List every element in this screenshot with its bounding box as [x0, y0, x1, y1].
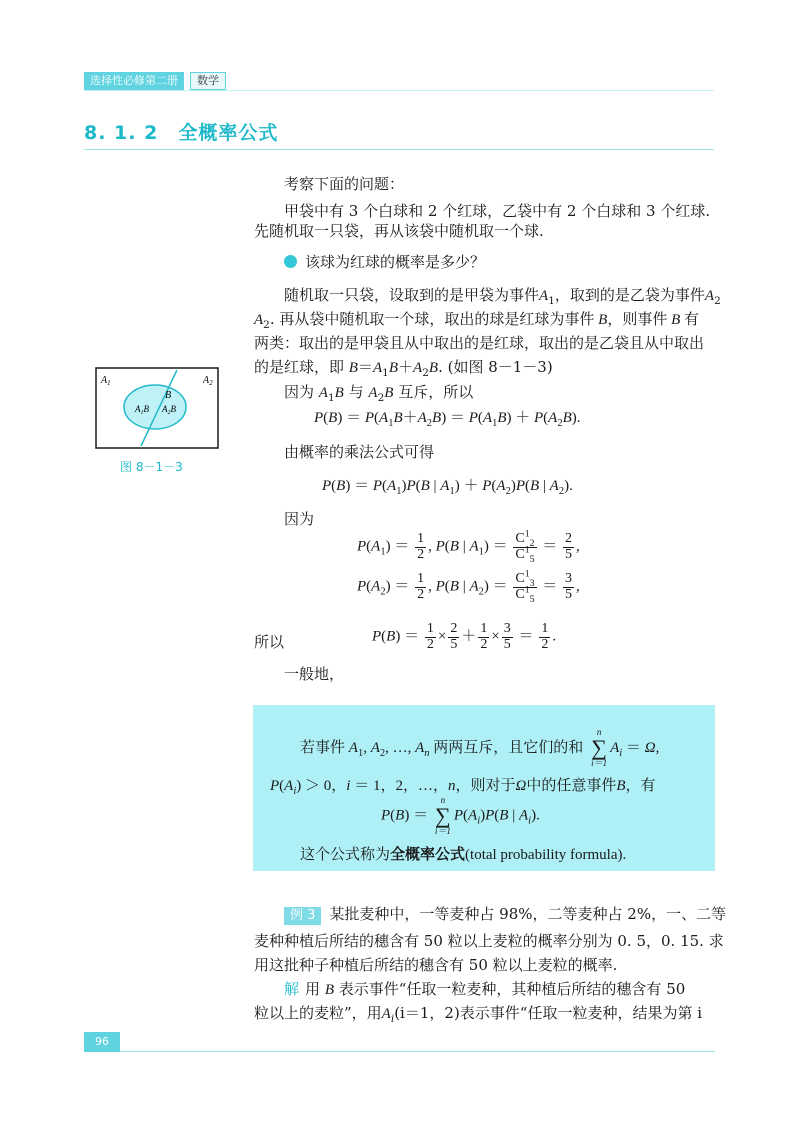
analysis-text: 与 [348, 383, 364, 401]
analysis-text: 互斥，所以 [398, 383, 474, 401]
theorem-term-english: (total probability formula). [465, 847, 627, 863]
theorem-name-line [300, 840, 626, 869]
problem-line-1: 甲袋中有 3 个白球和 2 个红球，乙袋中有 2 个白球和 3 个红球. [284, 202, 711, 220]
equation-probabilities-1: $P(A_1)$ ＝ $\frac{1}{2}$ , P(B | $A_1$) ＝ $\frac{C^1_2}{C^1_5}$ ＝ $\frac{2}{5}$ , [357, 528, 580, 565]
theorem-line-1: 若事件 $A_1$, $A_2$, …, $A_n$ 两两互斥，且它们的和 n ∑ i＝1 $A_i = \Omega$, [300, 727, 660, 768]
equation-additivity: $P(B) = P(A_1B+A_2B) = P(A_1B) + P(A_2B)$. [314, 410, 581, 429]
theorem-text: 中的任意事件 [526, 778, 617, 794]
theorem-line-2: $P(A_i) > 0$，i ＝ 1，2，…，n，则对于Ω中的任意事件B，有 [270, 778, 656, 797]
analysis-text: . (如图 8－1－3) [438, 358, 553, 376]
intro-lead: 考察下面的问题： [284, 175, 405, 193]
analysis-text: ，则事件 [607, 310, 668, 328]
section-title: 8. 1. 2 全概率公式 [84, 122, 279, 144]
equation-result: P(B) ＝ $\frac{1}{2}$ × $\frac{2}{5}$ ＋ $\frac{1}{2}$ × $\frac{3}{5}$ ＝ $\frac{1}{2}$ . [372, 621, 557, 652]
solution-text: (i＝1，2)表示事件“任取一粒麦种，结果为第 i [394, 1004, 703, 1022]
page-number: 96 [84, 1032, 120, 1052]
footer-rule [120, 1051, 715, 1052]
multiplication-lead: 由概率的乘法公式可得 [284, 443, 435, 461]
equation-probabilities-2: $P(A_2)$ ＝ $\frac{1}{2}$ , P(B | $A_2$) ＝ $\frac{C^1_3}{C^1_5}$ ＝ $\frac{3}{5}$ , [357, 568, 580, 605]
analysis-text: 的是红球，即 [254, 358, 345, 376]
question-text: 该球为红球的概率是多少？ [305, 253, 486, 271]
solution-mark: 解 [284, 980, 300, 998]
bullet-icon [284, 255, 297, 268]
analysis-text: 因为 [284, 383, 315, 401]
solution-line-1: 解 用 B 表示事件“任取一粒麦种，其种植后所结的穗含有 50 [284, 980, 686, 998]
solution-text: 粒以上的麦粒”，用 [254, 1004, 382, 1022]
analysis-line-1: 随机取一只袋，设取到的是甲袋为事件$A_1$，取到的是乙袋为事件$A_2$ [284, 286, 721, 307]
general-lead: 一般地， [284, 665, 345, 683]
analysis-text: 有 [684, 310, 700, 328]
analysis-line-5: 因为 $A_1B$ 与 $A_2B$ 互斥，所以 [284, 383, 474, 404]
theorem-text: 两两互斥，且它们的和 [433, 738, 584, 756]
example-label: 例 3 [284, 907, 321, 925]
analysis-text: . 再从袋中随机取一个球，取出的球是红球为事件 [269, 310, 595, 328]
equation-multiplication: $P(B) = P(A_1)P(B$ | $A_1) + P(A_2)P(B$ | $A_2$). [322, 478, 573, 497]
analysis-text: 随机取一只袋，设取到的是甲袋为事件 [284, 286, 540, 304]
example-line-2: 麦种种植后所结的穗含有 50 粒以上麦粒的概率分别为 0. 5，0. 15. 求 [254, 932, 724, 950]
question-line [284, 248, 485, 276]
problem-line-2: 先随机取一只袋，再从该袋中随机取一个球. [254, 222, 544, 240]
analysis-line-3: 两类：取出的是甲袋且从中取出的是红球，取出的是乙袋且从中取出 [254, 334, 705, 352]
theorem-text: ，则对于 [455, 778, 516, 794]
header-rule [84, 90, 714, 91]
example-line-1 [284, 900, 726, 928]
subject-tab: 数学 [190, 72, 226, 90]
venn-figure [95, 367, 219, 449]
figure-caption: 图 8－1－3 [120, 460, 183, 474]
label-a2b: $A_2B$ [162, 404, 176, 416]
theorem-text: 这个公式称为 [300, 845, 391, 863]
section-rule [84, 149, 714, 150]
label-b: B [165, 390, 172, 401]
theorem-text: ，有 [625, 778, 656, 794]
therefore-label: 所以 [254, 633, 285, 651]
example-text: 某批麦种中，一等麦种占 98%，二等麦种占 2%，一、二等 [329, 905, 727, 923]
book-series-tab: 选择性必修第二册 [84, 72, 184, 90]
label-a2: $A_2$ [203, 375, 213, 387]
solution-line-2: 粒以上的麦粒”，用$A_i(i=1$，2)表示事件“任取一粒麦种，结果为第 i [254, 1004, 703, 1025]
equation-total-probability: P(B) ＝ n ∑ i＝1 $P(A_i)P(B$ | $A_i$). [381, 795, 540, 836]
label-a1b: $A_1B$ [135, 404, 149, 416]
label-a1: $A_1$ [101, 375, 111, 387]
because-label: 因为 [284, 510, 315, 528]
example-line-3: 用这批种子种植后所结的穗含有 50 粒以上麦粒的概率. [254, 956, 618, 974]
theorem-term: 全概率公式 [390, 845, 466, 863]
analysis-line-4: 的是红球，即 $B=A_1B+A_2B$. (如图 8－1－3) [254, 358, 553, 379]
solution-text: 表示事件“任取一粒麦种，其种植后所结的穗含有 50 [338, 980, 686, 998]
theorem-text: 若事件 [300, 738, 346, 756]
analysis-line-2: $A_2$. 再从袋中随机取一个球，取出的球是红球为事件 B，则事件 B 有 [254, 310, 700, 331]
event-b-ellipse [124, 385, 186, 429]
analysis-text: ，取到的是乙袋为事件 [554, 286, 705, 304]
solution-text: 用 [305, 980, 321, 998]
